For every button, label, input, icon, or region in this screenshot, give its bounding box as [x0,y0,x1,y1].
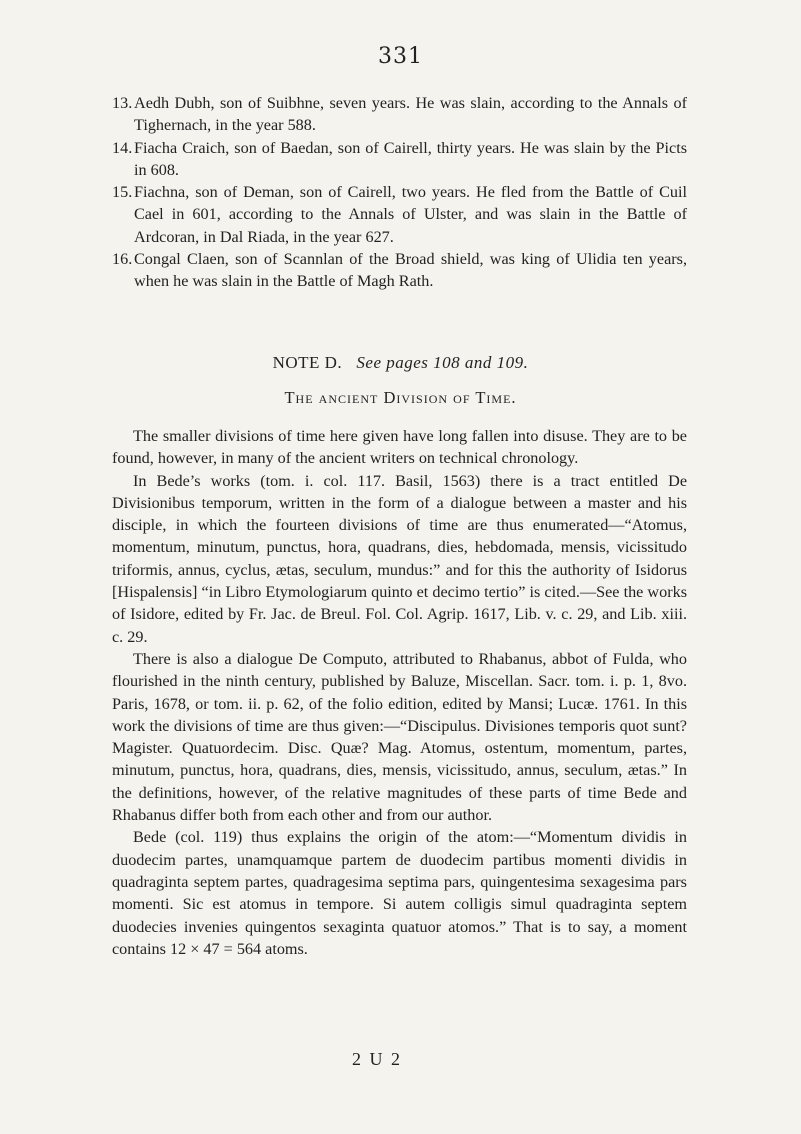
note-reference: See pages 108 and 109. [356,353,529,372]
entry-text: Fiachna, son of Deman, son of Cairell, two years. He fled from the Battle of Cuil Cael in 601, according to the Annals of Ulster, and was slain in the Battle of Ardcoran, in Dal Riada, in the year 627. [134,183,687,246]
entry-text: Fiacha Craich, son of Baedan, son of Cairell, thirty years. He was slain by the Picts in 608. [134,138,687,179]
entry-number: 14. [112,138,133,157]
paragraph: The smaller divisions of time here given have long fallen into disuse. They are to be found, however, in many of the ancient writers on technical chronology. [112,427,687,468]
list-item [112,92,687,137]
list-item [112,181,687,248]
entry-number: 16. [112,250,133,269]
list-item [112,248,687,293]
paragraph: Bede (col. 119) thus explains the origin of the atom:—“Momentum dividis in duodecim partes, unamquamque partem de duodecim partibus momenti dividis in quadraginta septem partes, quadragesima septima pars, quingentesima sexagesima pars momenti. Sic est atomus in tempore. Si autem colligis simul quadraginta septem duodecies invenies quingentos sexaginta quatuor atomos.” That is to say, a moment contains 12 × 47 = 564 atoms. [112,828,687,958]
paragraph: In Bede’s works (tom. i. col. 117. Basil, 1563) there is a tract entitled De Divisionibus temporum, written in the form of a dialogue between a master and his disciple, in which the fourteen divisions of time are thus enumerated—“Atomus, momentum, minutum, punctus, hora, quadrans, dies, hebdomada, mensis, vicissitudo triformis, annus, cyclus, ætas, seculum, mundus:” and for this the authority of Isidorus [Hispalensis] “in Libro Etymologiarum quinto et decimo tertio” is cited.—See the works of Isidore, edited by Fr. Jac. de Breul. Fol. Col. Agrip. 1617, Lib. v. c. 29, and Lib. xiii. c. 29. [112,471,687,646]
note-label: NOTE D. [272,353,343,372]
entry-number: 15. [112,183,133,202]
king-list [112,92,687,293]
entry-number: 13. [112,94,133,112]
page-number: 331 [378,44,423,69]
section-title-text: The ancient Division of Time. [284,388,517,407]
entry-text: Aedh Dubh, son of Suibhne, seven years. He was slain, according to the Annals of Tighernach, in the year 588. [134,94,687,135]
note-heading [0,353,801,373]
entry-text: Congal Claen, son of Scannlan of the Broad shield, was king of Ulidia ten years, when he was slain in the Battle of Magh Rath. [134,250,687,291]
list-item [112,137,687,182]
signature-mark: 2 U 2 [352,1049,402,1069]
note-body [112,425,687,960]
section-title [0,388,801,408]
paragraph: There is also a dialogue De Computo, attributed to Rhabanus, abbot of Fulda, who flourished in the ninth century, published by Baluze, Miscellan. Sacr. tom. i. p. 1, 8vo. Paris, 1678, or tom. ii. p. 62, of the folio edition, edited by Mansi; Lucæ. 1761. In this work the divisions of time are thus given:—“Discipulus. Divisiones temporis quot sunt? Magister. Quatuordecim. Disc. Quæ? Mag. Atomus, ostentum, momentum, partes, minutum, punctus, hora, quadrans, dies, mensis, vicissitudo, annus, seculum, ætas.” In the definitions, however, of the relative magnitudes of these parts of time Bede and Rhabanus differ both from each other and from our author. [112,649,687,825]
